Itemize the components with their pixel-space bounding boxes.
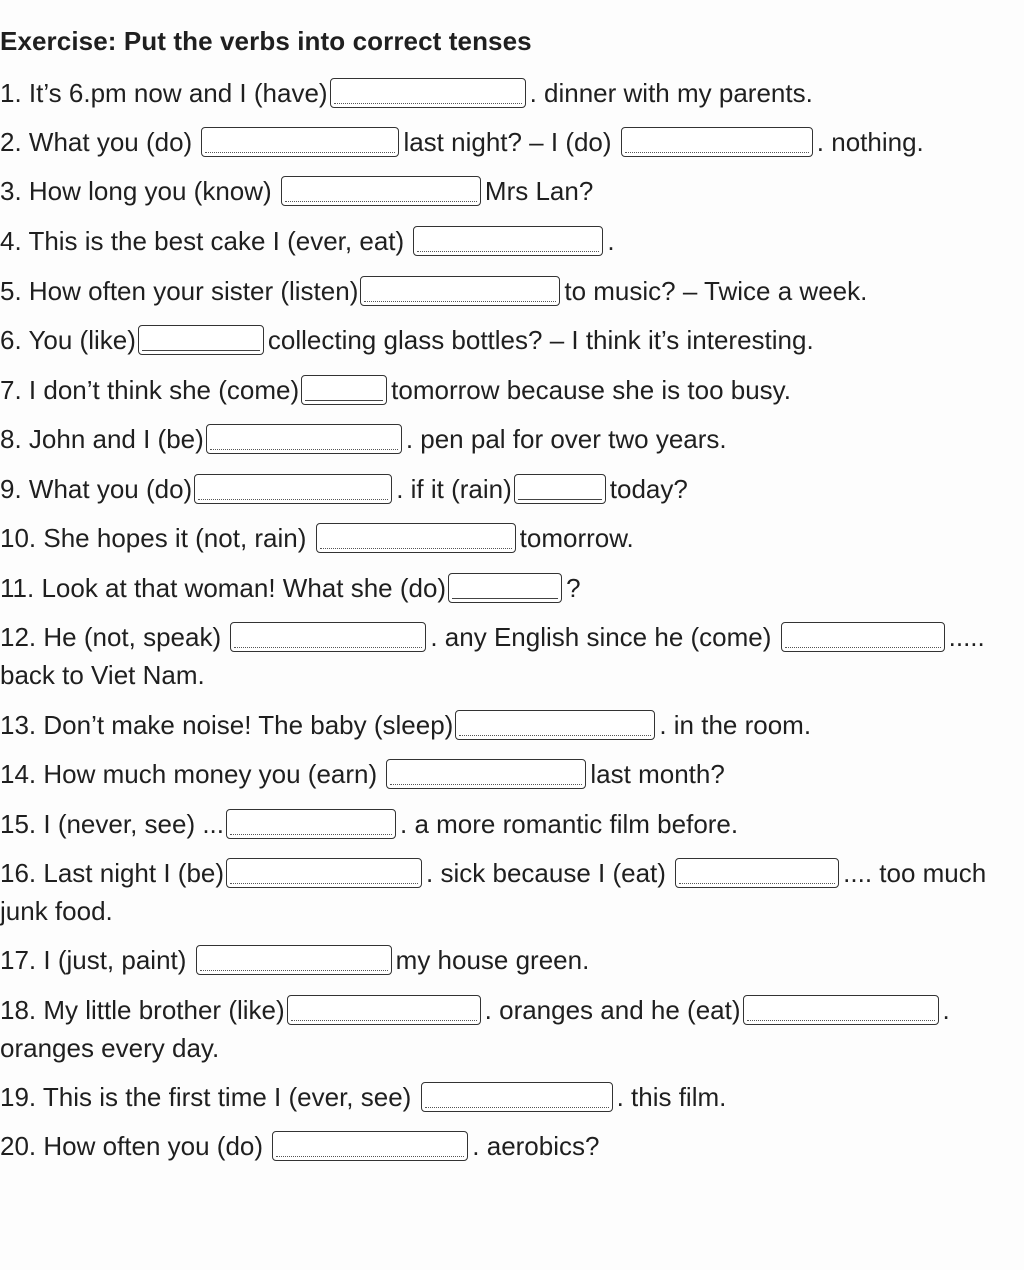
exercise-title: Exercise: Put the verbs into correct tenses: [0, 26, 532, 56]
answer-box-15[interactable]: [226, 809, 396, 839]
question-16-continued: junk food.: [0, 896, 113, 926]
answer-box-9b[interactable]: [514, 474, 606, 504]
question-3: 3. How long you (know) Mrs Lan?: [0, 176, 594, 206]
question-14: 14. How much money you (earn) last month?: [0, 759, 725, 789]
answer-box-11[interactable]: [448, 573, 562, 603]
question-8: 8. John and I (be) . pen pal for over two years.: [0, 424, 727, 454]
answer-box-9a[interactable]: [194, 474, 392, 504]
question-5: 5. How often your sister (listen) to music? – Twice a week.: [0, 276, 868, 306]
question-16: 16. Last night I (be) . sick because I (eat) .... too much: [0, 858, 987, 888]
question-7: 7. I don’t think she (come) tomorrow because she is too busy.: [0, 375, 791, 405]
answer-box-18a[interactable]: [287, 995, 481, 1025]
answer-box-12b[interactable]: [781, 622, 945, 652]
question-10: 10. She hopes it (not, rain) tomorrow.: [0, 523, 634, 553]
answer-box-16a[interactable]: [226, 858, 422, 888]
answer-box-17[interactable]: [196, 945, 392, 975]
answer-box-18b[interactable]: [743, 995, 939, 1025]
question-20: 20. How often you (do) . aerobics?: [0, 1131, 600, 1161]
answer-box-2a[interactable]: [201, 127, 399, 157]
answer-box-13[interactable]: [455, 710, 655, 740]
answer-box-10[interactable]: [316, 523, 516, 553]
answer-box-14[interactable]: [386, 759, 586, 789]
question-12-continued: back to Viet Nam.: [0, 660, 205, 690]
question-2: 2. What you (do) last night? – I (do) . nothing.: [0, 127, 924, 157]
answer-box-19[interactable]: [421, 1082, 613, 1112]
question-15: 15. I (never, see) ... . a more romantic film before.: [0, 809, 739, 839]
answer-box-20[interactable]: [272, 1131, 468, 1161]
answer-box-3[interactable]: [281, 176, 481, 206]
answer-box-16b[interactable]: [675, 858, 839, 888]
question-13: 13. Don’t make noise! The baby (sleep) . in the room.: [0, 710, 812, 740]
question-11: 11. Look at that woman! What she (do) ?: [0, 573, 581, 603]
question-18: 18. My little brother (like) . oranges and he (eat) .: [0, 995, 950, 1025]
answer-box-7[interactable]: [301, 375, 387, 405]
question-6: 6. You (like) collecting glass bottles? – I think it’s interesting.: [0, 325, 814, 355]
question-12: 12. He (not, speak) . any English since he (come) .....: [0, 622, 985, 652]
answer-box-6[interactable]: [138, 325, 264, 355]
question-17: 17. I (just, paint) my house green.: [0, 945, 590, 975]
answer-box-5[interactable]: [360, 276, 560, 306]
question-4: 4. This is the best cake I (ever, eat) .: [0, 226, 615, 256]
answer-box-1[interactable]: [330, 78, 526, 108]
question-18-continued: oranges every day.: [0, 1033, 220, 1063]
answer-box-8[interactable]: [206, 424, 402, 454]
question-9: 9. What you (do) . if it (rain) today?: [0, 474, 688, 504]
question-19: 19. This is the first time I (ever, see) . this film.: [0, 1082, 727, 1112]
answer-box-12a[interactable]: [230, 622, 426, 652]
question-1: 1. It’s 6.pm now and I (have) . dinner with my parents.: [0, 78, 813, 108]
answer-box-2b[interactable]: [621, 127, 813, 157]
answer-box-4[interactable]: [413, 226, 603, 256]
